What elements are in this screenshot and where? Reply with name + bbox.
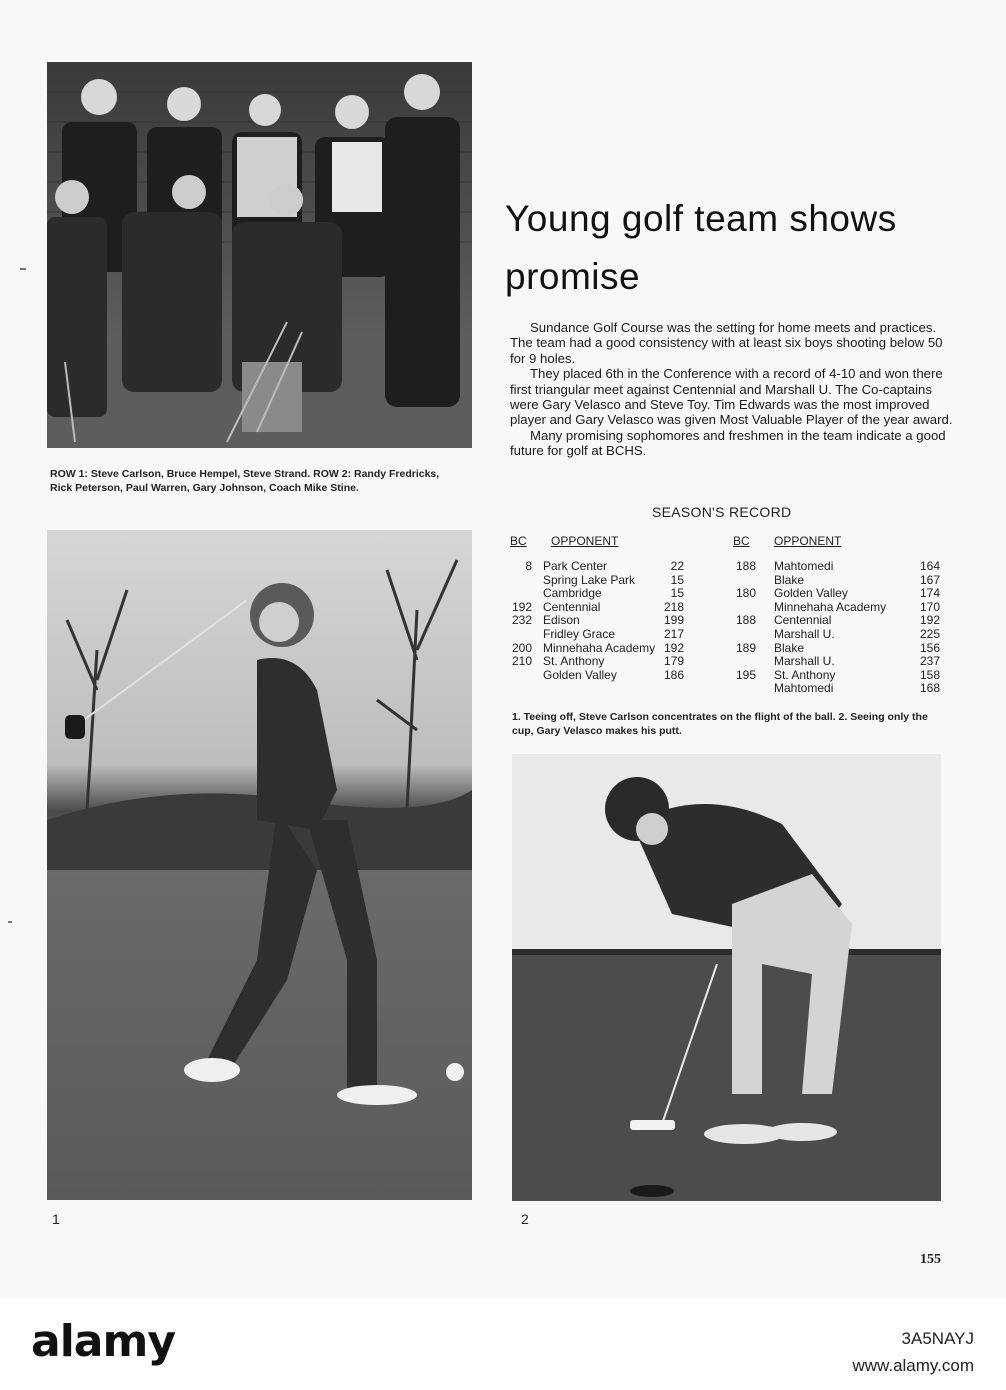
team-photo-illustration bbox=[47, 62, 472, 448]
record-header-opponent: OPPONENT bbox=[774, 534, 842, 548]
season-record-row bbox=[502, 628, 702, 642]
season-record-right-column bbox=[727, 560, 942, 696]
season-record-row bbox=[727, 614, 942, 628]
record-bc-score: 8 bbox=[525, 559, 532, 573]
page-number: 155 bbox=[920, 1252, 941, 1267]
photo-number-2: 2 bbox=[521, 1211, 529, 1227]
season-record-row bbox=[502, 574, 702, 588]
record-opponent: Edison bbox=[543, 613, 580, 628]
season-record-row bbox=[727, 669, 942, 683]
season-record-row bbox=[727, 682, 942, 696]
record-opponent: St. Anthony bbox=[774, 667, 836, 682]
record-opponent-score: 168 bbox=[919, 681, 940, 696]
record-bc-score: 232 bbox=[511, 613, 532, 628]
season-record-left-column bbox=[502, 560, 702, 682]
record-opponent-score: 217 bbox=[663, 626, 684, 641]
record-opponent: Centennial bbox=[774, 613, 832, 628]
golfer-swing-illustration bbox=[47, 530, 472, 1200]
season-record-row bbox=[502, 655, 702, 669]
record-opponent-score: 156 bbox=[919, 640, 940, 655]
record-bc-score: 188 bbox=[735, 559, 756, 573]
article-paragraph: Sundance Golf Course was the setting for home meets and practices. The team had a good consistency with at least six boys shooting below 50 for 9 holes. bbox=[510, 320, 943, 366]
record-opponent-score: 164 bbox=[919, 559, 940, 573]
record-bc-score: 180 bbox=[735, 586, 756, 601]
season-record-title: SEASON'S RECORD bbox=[652, 504, 792, 520]
record-opponent: Fridley Grace bbox=[543, 626, 616, 641]
season-record-row bbox=[727, 587, 942, 601]
record-opponent-score: 179 bbox=[663, 654, 684, 669]
record-opponent-score: 186 bbox=[663, 667, 684, 682]
article-headline: Young golf team shows promise bbox=[505, 198, 897, 297]
article-paragraph: Many promising sophomores and freshmen in the team indicate a good future for golf at BCHS. bbox=[510, 427, 946, 459]
season-record-row bbox=[727, 628, 942, 642]
record-opponent: Cambridge bbox=[543, 586, 602, 601]
record-opponent-score: 192 bbox=[663, 640, 684, 655]
article-paragraph: They placed 6th in the Conference with a record of 4-10 and won there first triangular meet against Centennial and Marshall U. The Co-captains were Gary Velasco and Steve Toy. Tim Edwards was the most improved player and Gary Velasco was given Most Valuable Player of the year award. bbox=[510, 366, 953, 428]
record-opponent-score: 22 bbox=[670, 559, 684, 573]
record-opponent-score: 237 bbox=[919, 654, 940, 669]
record-bc-score: 189 bbox=[735, 640, 756, 655]
print-smudge bbox=[20, 268, 26, 270]
photos-caption: 1. Teeing off, Steve Carlson concentrates on the flight of the ball. 2. Seeing only the cup, Gary Velasco makes his putt. bbox=[512, 711, 928, 737]
season-record-row bbox=[502, 642, 702, 656]
record-opponent: Marshall U. bbox=[774, 626, 835, 641]
record-opponent: Golden Valley bbox=[543, 667, 617, 682]
season-record-row bbox=[502, 560, 702, 574]
season-record-row bbox=[727, 601, 942, 615]
record-opponent: Minnehaha Academy bbox=[543, 640, 656, 655]
record-opponent: Golden Valley bbox=[774, 586, 848, 601]
record-bc-score: 195 bbox=[735, 667, 756, 682]
golfer-putt-illustration bbox=[512, 754, 941, 1201]
record-bc-score: 192 bbox=[511, 599, 532, 614]
record-opponent: Spring Lake Park bbox=[543, 572, 636, 587]
photo-number-1: 1 bbox=[52, 1211, 60, 1227]
record-header-bc: BC bbox=[510, 534, 527, 548]
record-opponent-score: 218 bbox=[663, 599, 684, 614]
record-opponent: Blake bbox=[774, 640, 805, 655]
record-opponent: Marshall U. bbox=[774, 654, 835, 669]
print-smudge bbox=[8, 921, 12, 923]
record-header-bc: BC bbox=[733, 534, 750, 548]
watermark-logo: alamy bbox=[31, 1316, 175, 1367]
record-opponent: St. Anthony bbox=[543, 654, 605, 669]
record-opponent-score: 225 bbox=[919, 626, 940, 641]
record-opponent: Centennial bbox=[543, 599, 601, 614]
season-record-row bbox=[502, 587, 702, 601]
record-opponent: Mahtomedi bbox=[774, 681, 834, 696]
season-record-row bbox=[727, 642, 942, 656]
team-photo-caption: ROW 1: Steve Carlson, Bruce Hempel, Steve Strand. ROW 2: Randy Fredricks, Rick Peterson, Paul Warren, Gary Johnson, Coach Mike Stine. bbox=[50, 468, 440, 494]
record-opponent: Blake bbox=[774, 572, 805, 587]
golfer-putt-photo bbox=[512, 754, 941, 1201]
watermark-image-id: 3A5NAYJ bbox=[901, 1329, 974, 1348]
record-opponent-score: 192 bbox=[919, 613, 940, 628]
record-opponent-score: 167 bbox=[919, 572, 940, 587]
team-photo bbox=[47, 62, 472, 448]
record-bc-score: 200 bbox=[511, 640, 532, 655]
season-record-row bbox=[502, 669, 702, 683]
record-opponent: Park Center bbox=[543, 559, 608, 573]
record-bc-score: 188 bbox=[735, 613, 756, 628]
record-header-opponent: OPPONENT bbox=[551, 534, 619, 548]
record-opponent: Mahtomedi bbox=[774, 559, 834, 573]
season-record-row bbox=[727, 655, 942, 669]
record-opponent-score: 15 bbox=[670, 572, 684, 587]
golfer-swing-photo bbox=[47, 530, 472, 1200]
season-record-row bbox=[502, 614, 702, 628]
record-opponent-score: 174 bbox=[919, 586, 940, 601]
record-opponent: Minnehaha Academy bbox=[774, 599, 887, 614]
season-record-row bbox=[727, 574, 942, 588]
article-body bbox=[510, 320, 955, 459]
season-record-row bbox=[727, 560, 942, 574]
record-opponent-score: 170 bbox=[919, 599, 940, 614]
season-record-row bbox=[502, 601, 702, 615]
watermark-url: www.alamy.com bbox=[852, 1356, 974, 1375]
record-opponent-score: 199 bbox=[663, 613, 684, 628]
record-opponent-score: 15 bbox=[670, 586, 684, 601]
record-opponent-score: 158 bbox=[919, 667, 940, 682]
record-bc-score: 210 bbox=[511, 654, 532, 669]
